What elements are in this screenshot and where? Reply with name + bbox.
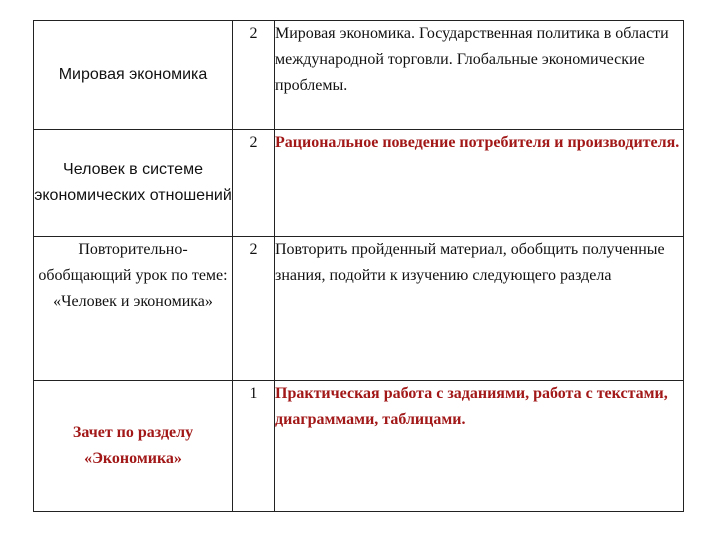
table-row — [34, 381, 684, 512]
lesson-plan-table — [33, 20, 684, 512]
table-row — [34, 21, 684, 130]
description-cell: Повторить пройденный материал, обобщить полученные знания, подойти к изучению следующего раздела — [275, 237, 684, 381]
topic-cell: Зачет по разделу «Экономика» — [34, 381, 233, 512]
table-row — [34, 130, 684, 237]
description-cell: Практическая работа с заданиями, работа с текстами, диаграммами, таблицами. — [275, 381, 684, 512]
table-row — [34, 237, 684, 381]
topic-cell: Повторительно-обобщающий урок по теме: «Человек и экономика» — [34, 237, 233, 381]
description-cell: Мировая экономика. Государственная политика в области международной торговли. Глобальные экономические проблемы. — [275, 21, 684, 130]
hours-cell: 2 — [233, 130, 275, 237]
description-cell: Рациональное поведение потребителя и производителя. — [275, 130, 684, 237]
topic-cell: Мировая экономика — [34, 21, 233, 130]
hours-cell: 2 — [233, 237, 275, 381]
topic-cell: Человек в системе экономических отношений — [34, 130, 233, 237]
hours-cell: 1 — [233, 381, 275, 512]
hours-cell: 2 — [233, 21, 275, 130]
